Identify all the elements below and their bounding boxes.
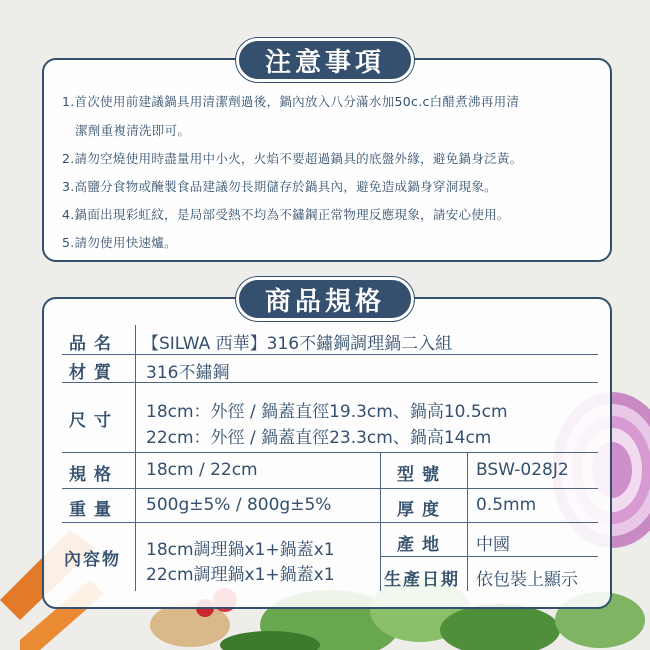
size-line-1: 18cm：外徑 / 鍋蓋直徑19.3cm、鍋高10.5cm — [146, 402, 508, 422]
thickness-value: 0.5mm — [476, 495, 537, 515]
weight-value: 500g±5% / 800g±5% — [146, 495, 332, 515]
size-label: 尺寸 — [69, 411, 119, 431]
notice-item-4: 4.鍋面出現彩虹紋，是局部受熱不均為不鏽鋼正常物理反應現象，請安心使用。 — [62, 207, 510, 222]
material-value: 316不鏽鋼 — [146, 363, 230, 383]
notice-item-1-cont: 潔劑重複清洗即可。 — [75, 123, 191, 138]
model-label: 型號 — [397, 465, 447, 485]
thickness-label: 厚度 — [397, 500, 447, 520]
origin-label: 產地 — [397, 535, 447, 555]
contents-line-1: 18cm調理鍋x1+鍋蓋x1 — [146, 540, 335, 560]
notice-item-2: 2.請勿空燒使用時盡量用中小火，火焰不要超過鍋具的底盤外緣，避免鍋身泛黃。 — [62, 151, 523, 166]
notice-item-5: 5.請勿使用快速爐。 — [62, 235, 177, 250]
spec-table — [62, 325, 598, 591]
name-value: 【SILWA 西華】316不鏽鋼調理鍋二入組 — [142, 334, 453, 354]
origin-value: 中國 — [476, 535, 510, 555]
size-line-2: 22cm：外徑 / 鍋蓋直徑23.3cm、鍋高14cm — [146, 428, 492, 448]
date-value: 依包裝上顯示 — [476, 570, 578, 590]
name-label: 品名 — [69, 334, 119, 354]
model-value: BSW-028J2 — [476, 460, 569, 480]
contents-line-2: 22cm調理鍋x1+鍋蓋x1 — [146, 565, 335, 585]
spec-value: 18cm / 22cm — [146, 460, 258, 480]
notice-item-3: 3.高鹽分食物或醃製食品建議勿長期儲存於鍋具內，避免造成鍋身穿洞現象。 — [62, 179, 497, 194]
date-label: 生產日期 — [384, 570, 460, 590]
notice-item-1: 1.首次使用前建議鍋具用清潔劑過後，鍋內放入八分滿水加50c.c白醋煮沸再用清 — [62, 94, 520, 109]
weight-label: 重量 — [69, 500, 119, 520]
spec-title: 商品規格 — [236, 277, 414, 321]
material-label: 材質 — [69, 363, 119, 383]
notice-title: 注意事項 — [236, 38, 414, 82]
contents-label: 內容物 — [64, 550, 121, 570]
spec-label: 規格 — [69, 465, 119, 485]
